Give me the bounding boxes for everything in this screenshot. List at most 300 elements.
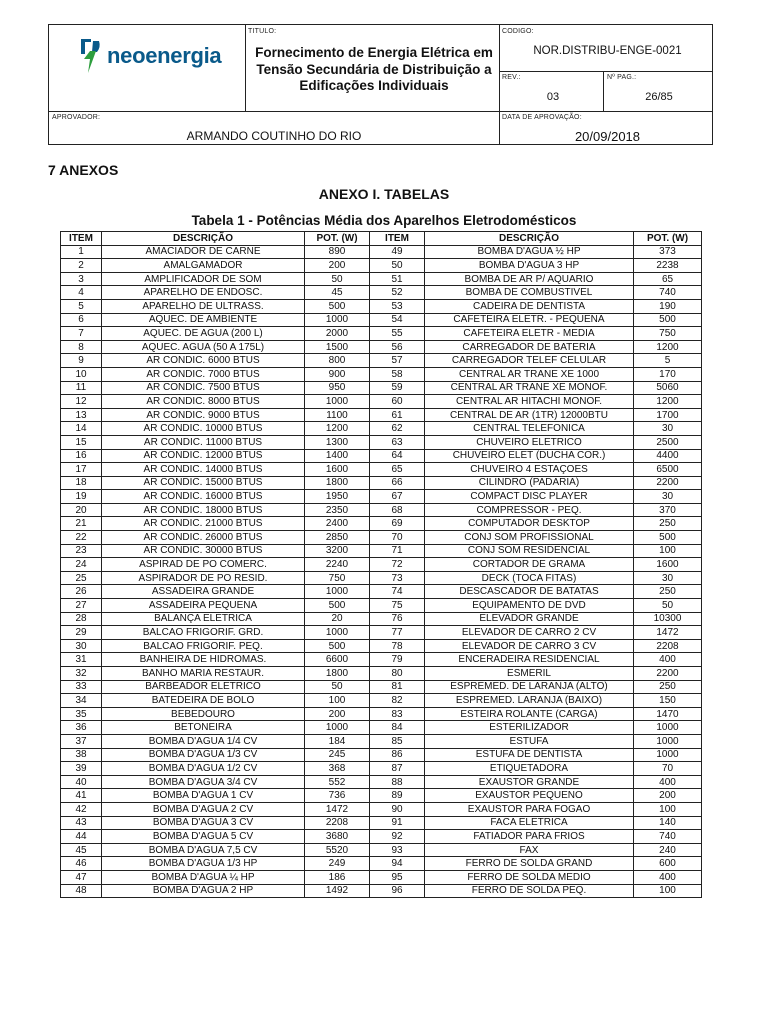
cell-description: BANHO MARIA RESTAUR. [102,667,305,681]
cell-item: 45 [61,843,102,857]
cell-power: 1100 [305,408,370,422]
cell-description: AR CONDIC. 16000 BTUS [102,490,305,504]
cell-power: 45 [305,286,370,300]
cell-item: 95 [370,870,425,884]
cell-item: 61 [370,408,425,422]
cell-item: 36 [61,721,102,735]
cell-power: 1000 [305,721,370,735]
table-row [61,734,702,748]
company-name: neoenergia [107,43,222,68]
cell-description: EXAUSTOR PEQUENO [425,789,634,803]
cell-power: 20 [305,612,370,626]
cell-item: 70 [370,531,425,545]
cell-description: ESPREMED. LARANJA (BAIXO) [425,694,634,708]
cell-power: 1200 [634,395,702,409]
approver-name: ARMANDO COUTINHO DO RIO [186,129,362,143]
cell-description: BOMBA D'AGUA 2 CV [102,802,305,816]
cell-description: BOMBA D'AGUA 5 CV [102,830,305,844]
cell-description: AR CONDIC. 9000 BTUS [102,408,305,422]
cell-item: 48 [61,884,102,898]
cell-description: ESMERIL [425,667,634,681]
cell-power: 150 [634,694,702,708]
cell-description: CHUVEIRO ELETRICO [425,435,634,449]
cell-description: AQUEC. DE AMBIENTE [102,313,305,327]
cell-item: 54 [370,313,425,327]
code-label: CODIGO: [502,28,534,35]
cell-item: 79 [370,653,425,667]
table-row [61,381,702,395]
table-row [61,272,702,286]
cell-power: 2208 [634,639,702,653]
cell-power: 500 [634,531,702,545]
cell-description: BALCAO FRIGORIF. PEQ. [102,639,305,653]
cell-description: AR CONDIC. 12000 BTUS [102,449,305,463]
cell-item: 86 [370,748,425,762]
cell-description: CORTADOR DE GRAMA [425,558,634,572]
cell-power: 750 [305,571,370,585]
table-body [61,245,702,898]
table-row [61,748,702,762]
cell-item: 7 [61,327,102,341]
cell-power: 1800 [305,476,370,490]
cell-description: CENTRAL TELEFONICA [425,422,634,436]
cell-item: 64 [370,449,425,463]
cell-power: 1600 [305,463,370,477]
cell-description: FATIADOR PARA FRIOS [425,830,634,844]
cell-power: 50 [634,599,702,613]
cell-description: ETIQUETADORA [425,762,634,776]
cell-power: 500 [305,599,370,613]
cell-power: 1600 [634,558,702,572]
cell-item: 30 [61,639,102,653]
cell-power: 2200 [634,667,702,681]
company-logo [77,37,221,75]
cell-power: 1000 [305,626,370,640]
cell-item: 49 [370,245,425,259]
cell-description: BOMBA D'AGUA ½ HP [425,245,634,259]
cell-description: ESTUFA DE DENTISTA [425,748,634,762]
cell-power: 1950 [305,490,370,504]
section-title: 7 ANEXOS [48,162,119,178]
cell-description: BOMBA D'AGUA 3 CV [102,816,305,830]
cell-item: 5 [61,299,102,313]
cell-item: 33 [61,680,102,694]
cell-item: 26 [61,585,102,599]
table-row [61,531,702,545]
cell-description: ASSADEIRA GRANDE [102,585,305,599]
cell-description: CILINDRO (PADARIA) [425,476,634,490]
cell-power: 1000 [305,395,370,409]
cell-item: 2 [61,259,102,273]
cell-description: EXAUSTOR PARA FOGAO [425,802,634,816]
cell-item: 12 [61,395,102,409]
cell-power: 5 [634,354,702,368]
cell-power: 30 [634,490,702,504]
table-row [61,354,702,368]
cell-power: 200 [305,707,370,721]
cell-description: BALANÇA ELETRICA [102,612,305,626]
table-row [61,476,702,490]
cell-description: AMACIADOR DE CARNE [102,245,305,259]
cell-item: 73 [370,571,425,585]
cell-power: 950 [305,381,370,395]
cell-item: 19 [61,490,102,504]
cell-item: 8 [61,340,102,354]
cell-item: 53 [370,299,425,313]
cell-power: 2350 [305,503,370,517]
cell-power: 70 [634,762,702,776]
cell-item: 90 [370,802,425,816]
cell-item: 9 [61,354,102,368]
cell-power: 2400 [305,517,370,531]
cell-power: 500 [305,639,370,653]
cell-power: 65 [634,272,702,286]
cell-power: 736 [305,789,370,803]
cell-description: ESTEIRA ROLANTE (CARGA) [425,707,634,721]
cell-item: 82 [370,694,425,708]
cell-item: 85 [370,734,425,748]
table-row [61,449,702,463]
approval-date-label: DATA DE APROVAÇÃO: [502,114,582,121]
rev-label: REV.: [502,74,521,81]
cell-power: 1200 [634,340,702,354]
cell-power: 200 [634,789,702,803]
cell-power: 1472 [634,626,702,640]
cell-description: ELEVADOR GRANDE [425,612,634,626]
table-row [61,558,702,572]
table-row [61,395,702,409]
cell-item: 35 [61,707,102,721]
col-header-item: ITEM [61,232,102,246]
table-row [61,884,702,898]
cell-item: 88 [370,775,425,789]
cell-power: 100 [305,694,370,708]
cell-description: AR CONDIC. 10000 BTUS [102,422,305,436]
page-number: 26/85 [645,91,673,103]
table-row [61,490,702,504]
cell-description: BOMBA DE AR P/ AQUARIO [425,272,634,286]
cell-item: 84 [370,721,425,735]
cell-description: AR CONDIC. 30000 BTUS [102,544,305,558]
cell-description: COMPRESSOR - PEQ. [425,503,634,517]
table-row [61,626,702,640]
cell-item: 92 [370,830,425,844]
cell-description: BOMBA D'AGUA 1/3 CV [102,748,305,762]
approver-label: APROVADOR: [52,114,101,121]
cell-item: 41 [61,789,102,803]
cell-item: 94 [370,857,425,871]
col-header-description: DESCRIÇÃO [425,232,634,246]
col-header-item: ITEM [370,232,425,246]
cell-item: 32 [61,667,102,681]
cell-power: 750 [634,327,702,341]
table-row [61,503,702,517]
table-row [61,367,702,381]
table-row [61,857,702,871]
cell-item: 78 [370,639,425,653]
cell-description: EQUIPAMENTO DE DVD [425,599,634,613]
cell-item: 93 [370,843,425,857]
cell-description: BOMBA D'AGUA 1/2 CV [102,762,305,776]
cell-description: AR CONDIC. 26000 BTUS [102,531,305,545]
cell-power: 190 [634,299,702,313]
cell-description: ELEVADOR DE CARRO 2 CV [425,626,634,640]
table-row [61,259,702,273]
cell-item: 59 [370,381,425,395]
cell-power: 600 [634,857,702,871]
cell-item: 29 [61,626,102,640]
cell-item: 60 [370,395,425,409]
cell-description: BARBEADOR ELETRICO [102,680,305,694]
cell-power: 250 [634,585,702,599]
document-header [48,24,713,145]
cell-description: AR CONDIC. 8000 BTUS [102,395,305,409]
cell-description: BEBEDOURO [102,707,305,721]
cell-power: 740 [634,286,702,300]
cell-description: COMPUTADOR DESKTOP [425,517,634,531]
cell-description: CENTRAL AR TRANE XE MONOF. [425,381,634,395]
cell-power: 184 [305,734,370,748]
cell-description: AR CONDIC. 11000 BTUS [102,435,305,449]
cell-item: 71 [370,544,425,558]
cell-description: AR CONDIC. 6000 BTUS [102,354,305,368]
cell-item: 3 [61,272,102,286]
cell-description: DECK (TOCA FITAS) [425,571,634,585]
cell-item: 20 [61,503,102,517]
cell-description: ESTUFA [425,734,634,748]
cell-description: AMALGAMADOR [102,259,305,273]
cell-power: 1400 [305,449,370,463]
cell-item: 56 [370,340,425,354]
cell-item: 40 [61,775,102,789]
table-row [61,299,702,313]
cell-item: 14 [61,422,102,436]
cell-item: 72 [370,558,425,572]
cell-description: AQUEC. AGUA (50 A 175L) [102,340,305,354]
cell-description: AR CONDIC. 7500 BTUS [102,381,305,395]
cell-item: 68 [370,503,425,517]
cell-item: 42 [61,802,102,816]
cell-item: 13 [61,408,102,422]
table-row [61,327,702,341]
cell-power: 6600 [305,653,370,667]
cell-description: BOMBA D'AGUA 2 HP [102,884,305,898]
cell-item: 74 [370,585,425,599]
cell-item: 38 [61,748,102,762]
cell-power: 400 [634,775,702,789]
table-row [61,843,702,857]
table-row [61,802,702,816]
cell-power: 1470 [634,707,702,721]
table-row [61,286,702,300]
cell-description: ASPIRAD DE PO COMERC. [102,558,305,572]
cell-item: 75 [370,599,425,613]
cell-power: 900 [305,367,370,381]
cell-description: AR CONDIC. 14000 BTUS [102,463,305,477]
table-row [61,816,702,830]
cell-item: 91 [370,816,425,830]
cell-description: BOMBA D'AGUA 1/3 HP [102,857,305,871]
cell-power: 4400 [634,449,702,463]
cell-description: COMPACT DISC PLAYER [425,490,634,504]
cell-description: AMPLIFICADOR DE SOM [102,272,305,286]
cell-description: CONJ SOM PROFISSIONAL [425,531,634,545]
cell-item: 77 [370,626,425,640]
cell-power: 500 [305,299,370,313]
cell-power: 500 [634,313,702,327]
cell-power: 186 [305,870,370,884]
cell-description: AQUEC. DE AGUA (200 L) [102,327,305,341]
table-row [61,789,702,803]
cell-power: 2500 [634,435,702,449]
cell-item: 80 [370,667,425,681]
cell-power: 6500 [634,463,702,477]
cell-power: 1500 [305,340,370,354]
cell-item: 24 [61,558,102,572]
cell-item: 21 [61,517,102,531]
cell-power: 1492 [305,884,370,898]
cell-power: 400 [634,870,702,884]
table-row [61,571,702,585]
cell-description: ESPREMED. DE LARANJA (ALTO) [425,680,634,694]
cell-power: 1000 [305,313,370,327]
cell-item: 16 [61,449,102,463]
cell-power: 1000 [634,734,702,748]
cell-item: 15 [61,435,102,449]
cell-description: AR CONDIC. 15000 BTUS [102,476,305,490]
table-row [61,517,702,531]
cell-power: 800 [305,354,370,368]
cell-power: 1000 [634,748,702,762]
cell-item: 67 [370,490,425,504]
table-title: Tabela 1 - Potências Média dos Aparelhos Eletrodomésticos [191,213,577,228]
cell-item: 4 [61,286,102,300]
cell-item: 44 [61,830,102,844]
cell-description: BETONEIRA [102,721,305,735]
cell-power: 1000 [305,585,370,599]
document-title: Fornecimento de Energia Elétrica em Tensão Secundária de Distribuição a Edificações Individuais [255,45,493,93]
cell-power: 1000 [634,721,702,735]
table-row [61,762,702,776]
cell-description: CAFETEIRA ELETR - MEDIA [425,327,634,341]
cell-item: 1 [61,245,102,259]
cell-power: 100 [634,544,702,558]
cell-description: EXAUSTOR GRANDE [425,775,634,789]
cell-power: 5520 [305,843,370,857]
cell-item: 43 [61,816,102,830]
cell-description: FACA ELETRICA [425,816,634,830]
cell-description: BOMBA D'AGUA ¼ HP [102,870,305,884]
cell-power: 245 [305,748,370,762]
cell-item: 37 [61,734,102,748]
cell-item: 76 [370,612,425,626]
cell-description: CARREGADOR TELEF CELULAR [425,354,634,368]
table-row [61,694,702,708]
cell-description: ASPIRADOR DE PO RESID. [102,571,305,585]
cell-description: FERRO DE SOLDA GRAND [425,857,634,871]
title-label: TITULO: [248,28,277,35]
cell-power: 370 [634,503,702,517]
cell-power: 2000 [305,327,370,341]
cell-description: BOMBA D'AGUA 3/4 CV [102,775,305,789]
cell-power: 400 [634,653,702,667]
cell-power: 100 [634,802,702,816]
table-row [61,435,702,449]
cell-item: 10 [61,367,102,381]
cell-description: CENTRAL AR TRANE XE 1000 [425,367,634,381]
cell-power: 3680 [305,830,370,844]
cell-description: BOMBA D'AGUA 1/4 CV [102,734,305,748]
cell-item: 46 [61,857,102,871]
table-row [61,830,702,844]
cell-item: 83 [370,707,425,721]
cell-description: CHUVEIRO 4 ESTAÇOES [425,463,634,477]
cell-description: CADEIRA DE DENTISTA [425,299,634,313]
table-row [61,585,702,599]
cell-description: FAX [425,843,634,857]
cell-item: 6 [61,313,102,327]
cell-power: 2208 [305,816,370,830]
cell-item: 57 [370,354,425,368]
cell-item: 25 [61,571,102,585]
cell-description: AR CONDIC. 21000 BTUS [102,517,305,531]
approval-date: 20/09/2018 [574,129,641,144]
cell-item: 34 [61,694,102,708]
cell-power: 2240 [305,558,370,572]
cell-item: 17 [61,463,102,477]
cell-description: CHUVEIRO ELET (DUCHA COR.) [425,449,634,463]
cell-item: 27 [61,599,102,613]
cell-power: 140 [634,816,702,830]
cell-item: 89 [370,789,425,803]
cell-description: CONJ SOM RESIDENCIAL [425,544,634,558]
cell-power: 368 [305,762,370,776]
cell-description: CAFETEIRA ELETR. - PEQUENA [425,313,634,327]
cell-item: 28 [61,612,102,626]
cell-description: ESTERILIZADOR [425,721,634,735]
table-row [61,680,702,694]
cell-description: AR CONDIC. 18000 BTUS [102,503,305,517]
table-row [61,639,702,653]
cell-power: 1200 [305,422,370,436]
table-row [61,870,702,884]
table-row [61,340,702,354]
cell-item: 39 [61,762,102,776]
cell-item: 11 [61,381,102,395]
cell-description: CENTRAL DE AR (1TR) 12000BTU [425,408,634,422]
cell-power: 30 [634,571,702,585]
cell-description: ASSADEIRA PEQUENA [102,599,305,613]
table-header-row [61,232,702,246]
cell-power: 552 [305,775,370,789]
col-header-description: DESCRIÇÃO [102,232,305,246]
cell-power: 2850 [305,531,370,545]
cell-description: BOMBA DE COMBUSTIVEL [425,286,634,300]
cell-power: 50 [305,272,370,286]
cell-power: 890 [305,245,370,259]
col-header-power: POT. (W) [305,232,370,246]
cell-description: BOMBA D'AGUA 7,5 CV [102,843,305,857]
cell-description: BANHEIRA DE HIDROMAS. [102,653,305,667]
cell-power: 250 [634,517,702,531]
cell-power: 249 [305,857,370,871]
cell-power: 200 [305,259,370,273]
table-row [61,463,702,477]
cell-item: 65 [370,463,425,477]
cell-power: 1700 [634,408,702,422]
cell-description: FERRO DE SOLDA PEQ. [425,884,634,898]
table-row [61,653,702,667]
